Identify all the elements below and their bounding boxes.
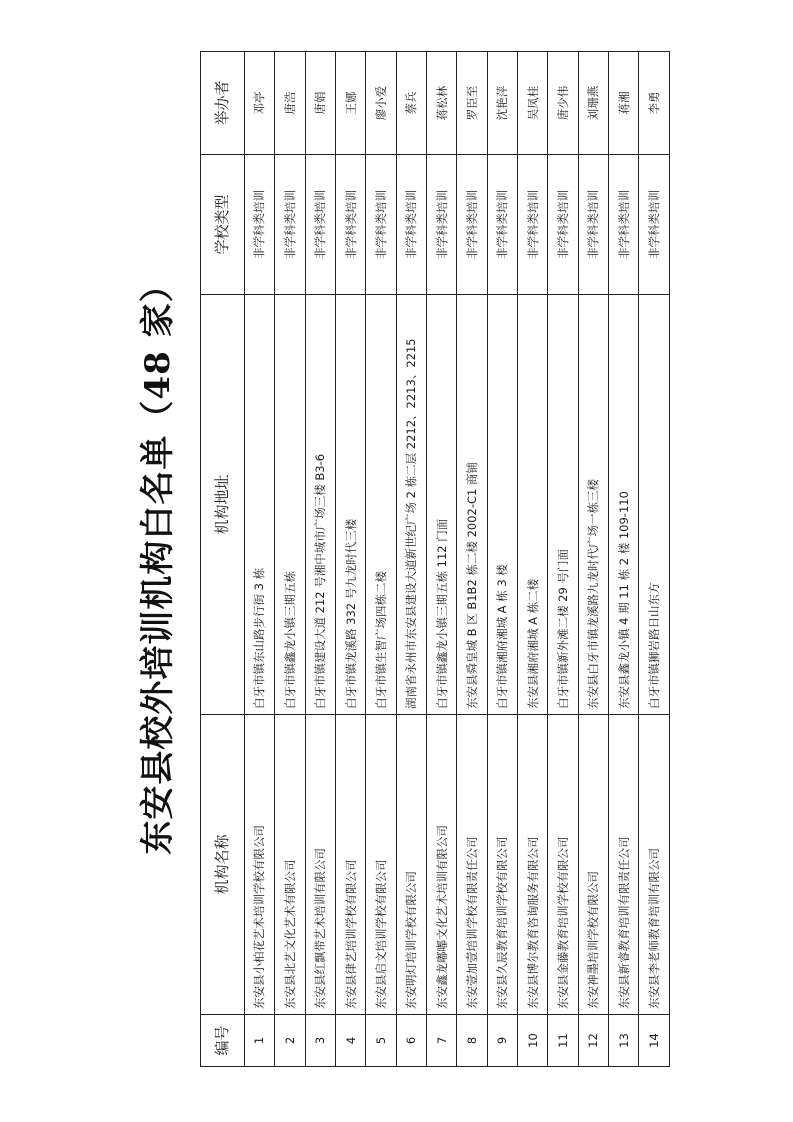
cell-organizer: 唐娟 [305,52,335,155]
cell-organizer: 吴凤桂 [518,52,548,155]
whitelist-table [200,51,670,1067]
whitelist-table-wrapper [200,52,670,1067]
cell-address: 白牙市镇生智广场四栋二楼 [366,295,396,715]
table-row [275,52,305,1067]
cell-type: 非学科类培训 [396,155,426,295]
header-organizer: 举办者 [201,52,245,155]
cell-organizer: 蒋湘 [609,52,639,155]
table-body [245,52,670,1067]
table-row [336,52,366,1067]
cell-no: 2 [275,1015,305,1067]
cell-name: 东安明灯培训学校有限公司 [396,715,426,1015]
table-row [578,52,608,1067]
cell-no: 3 [305,1015,335,1067]
cell-no: 4 [336,1015,366,1067]
cell-no: 12 [578,1015,608,1067]
cell-name: 东安县久辰教育培训学校有限公司 [487,715,517,1015]
table-row [609,52,639,1067]
cell-name: 东安县金藤教育培训学校有限公司 [548,715,578,1015]
cell-type: 非学科类培训 [487,155,517,295]
cell-address: 东安县舜皇城 B 区 B1B2 栋二楼 2002-C1 商铺 [457,295,487,715]
header-type: 学校类型 [201,155,245,295]
cell-no: 8 [457,1015,487,1067]
cell-name: 东安壹加壹培训学校有限责任公司 [457,715,487,1015]
cell-address: 湖南省永州市东安县建设大道新世纪广场 2 栋二层 2212、2213、2215 [396,295,426,715]
cell-address: 白牙市镇鑫龙小镇三期五栋 [275,295,305,715]
cell-name: 东安县红飘带艺术培训有限公司 [305,715,335,1015]
cell-name: 东安神墨培训学校有限公司 [578,715,608,1015]
cell-address: 白牙市镇龙溪路 332 号九龙时代三楼 [336,295,366,715]
cell-organizer: 沈艳萍 [487,52,517,155]
cell-no: 9 [487,1015,517,1067]
cell-organizer: 李勇 [639,52,670,155]
cell-type: 非学科类培训 [366,155,396,295]
cell-organizer: 王娜 [336,52,366,155]
cell-type: 非学科类培训 [457,155,487,295]
cell-name: 东安县李老师教育培训有限公司 [639,715,670,1015]
cell-no: 10 [518,1015,548,1067]
cell-address: 白牙市镇东山路步行街 3 栋 [245,295,275,715]
cell-name: 东安县律艺培训学校有限公司 [336,715,366,1015]
cell-no: 6 [396,1015,426,1067]
cell-type: 非学科类培训 [305,155,335,295]
cell-type: 非学科类培训 [518,155,548,295]
cell-no: 13 [609,1015,639,1067]
cell-organizer: 唐浩 [275,52,305,155]
table-row [639,52,670,1067]
table-header-row [201,52,245,1067]
header-no: 编号 [201,1015,245,1067]
table-row [427,52,457,1067]
cell-type: 非学科类培训 [578,155,608,295]
cell-address: 白牙市镇建设大道 212 号湘中城市广场三楼 B3-6 [305,295,335,715]
cell-name: 东安鑫龙嘟嘟文化艺术培训有限公司 [427,715,457,1015]
cell-address: 东安县湘府湘城 A 栋二楼 [518,295,548,715]
table-row [487,52,517,1067]
cell-no: 1 [245,1015,275,1067]
cell-type: 非学科类培训 [336,155,366,295]
cell-organizer: 刘珊燕 [578,52,608,155]
cell-address: 东安县白牙市镇龙溪路九龙时代广场一栋三楼 [578,295,608,715]
cell-organizer: 廖小爱 [366,52,396,155]
cell-type: 非学科类培训 [639,155,670,295]
cell-address: 白牙市镇狮岩路日山东方 [639,295,670,715]
cell-type: 非学科类培训 [548,155,578,295]
header-name: 机构名称 [201,715,245,1015]
cell-type: 非学科类培训 [427,155,457,295]
table-row [366,52,396,1067]
cell-name: 东安县博尔教育咨询服务有限公司 [518,715,548,1015]
table-row [518,52,548,1067]
cell-address: 白牙市镇鑫龙小镇三期五栋 112 门面 [427,295,457,715]
cell-type: 非学科类培训 [245,155,275,295]
cell-type: 非学科类培训 [609,155,639,295]
table-row [396,52,426,1067]
header-address: 机构地址 [201,295,245,715]
table-row [548,52,578,1067]
cell-name: 东安县北艺文化艺术有限公司 [275,715,305,1015]
cell-type: 非学科类培训 [275,155,305,295]
page-title: 东安县校外培训机构白名单（48 家） [138,267,178,855]
cell-name: 东安县启文培训学校有限公司 [366,715,396,1015]
cell-organizer: 邓亭 [245,52,275,155]
cell-name: 东安县小柏花艺术培训学校有限公司 [245,715,275,1015]
table-row [457,52,487,1067]
cell-name: 东安县新睿教育培训有限责任公司 [609,715,639,1015]
cell-no: 11 [548,1015,578,1067]
cell-organizer: 唐少伟 [548,52,578,155]
cell-no: 14 [639,1015,670,1067]
cell-no: 5 [366,1015,396,1067]
cell-organizer: 蔡兵 [396,52,426,155]
table-row [245,52,275,1067]
cell-address: 白牙市镇湘府湘城 A 栋 3 楼 [487,295,517,715]
cell-organizer: 罗臣至 [457,52,487,155]
cell-no: 7 [427,1015,457,1067]
table-row [305,52,335,1067]
cell-organizer: 蒋松林 [427,52,457,155]
cell-address: 东安县鑫龙小镇 4 期 11 栋 2 楼 109-110 [609,295,639,715]
cell-address: 白牙市镇新外滩二楼 29 号门面 [548,295,578,715]
